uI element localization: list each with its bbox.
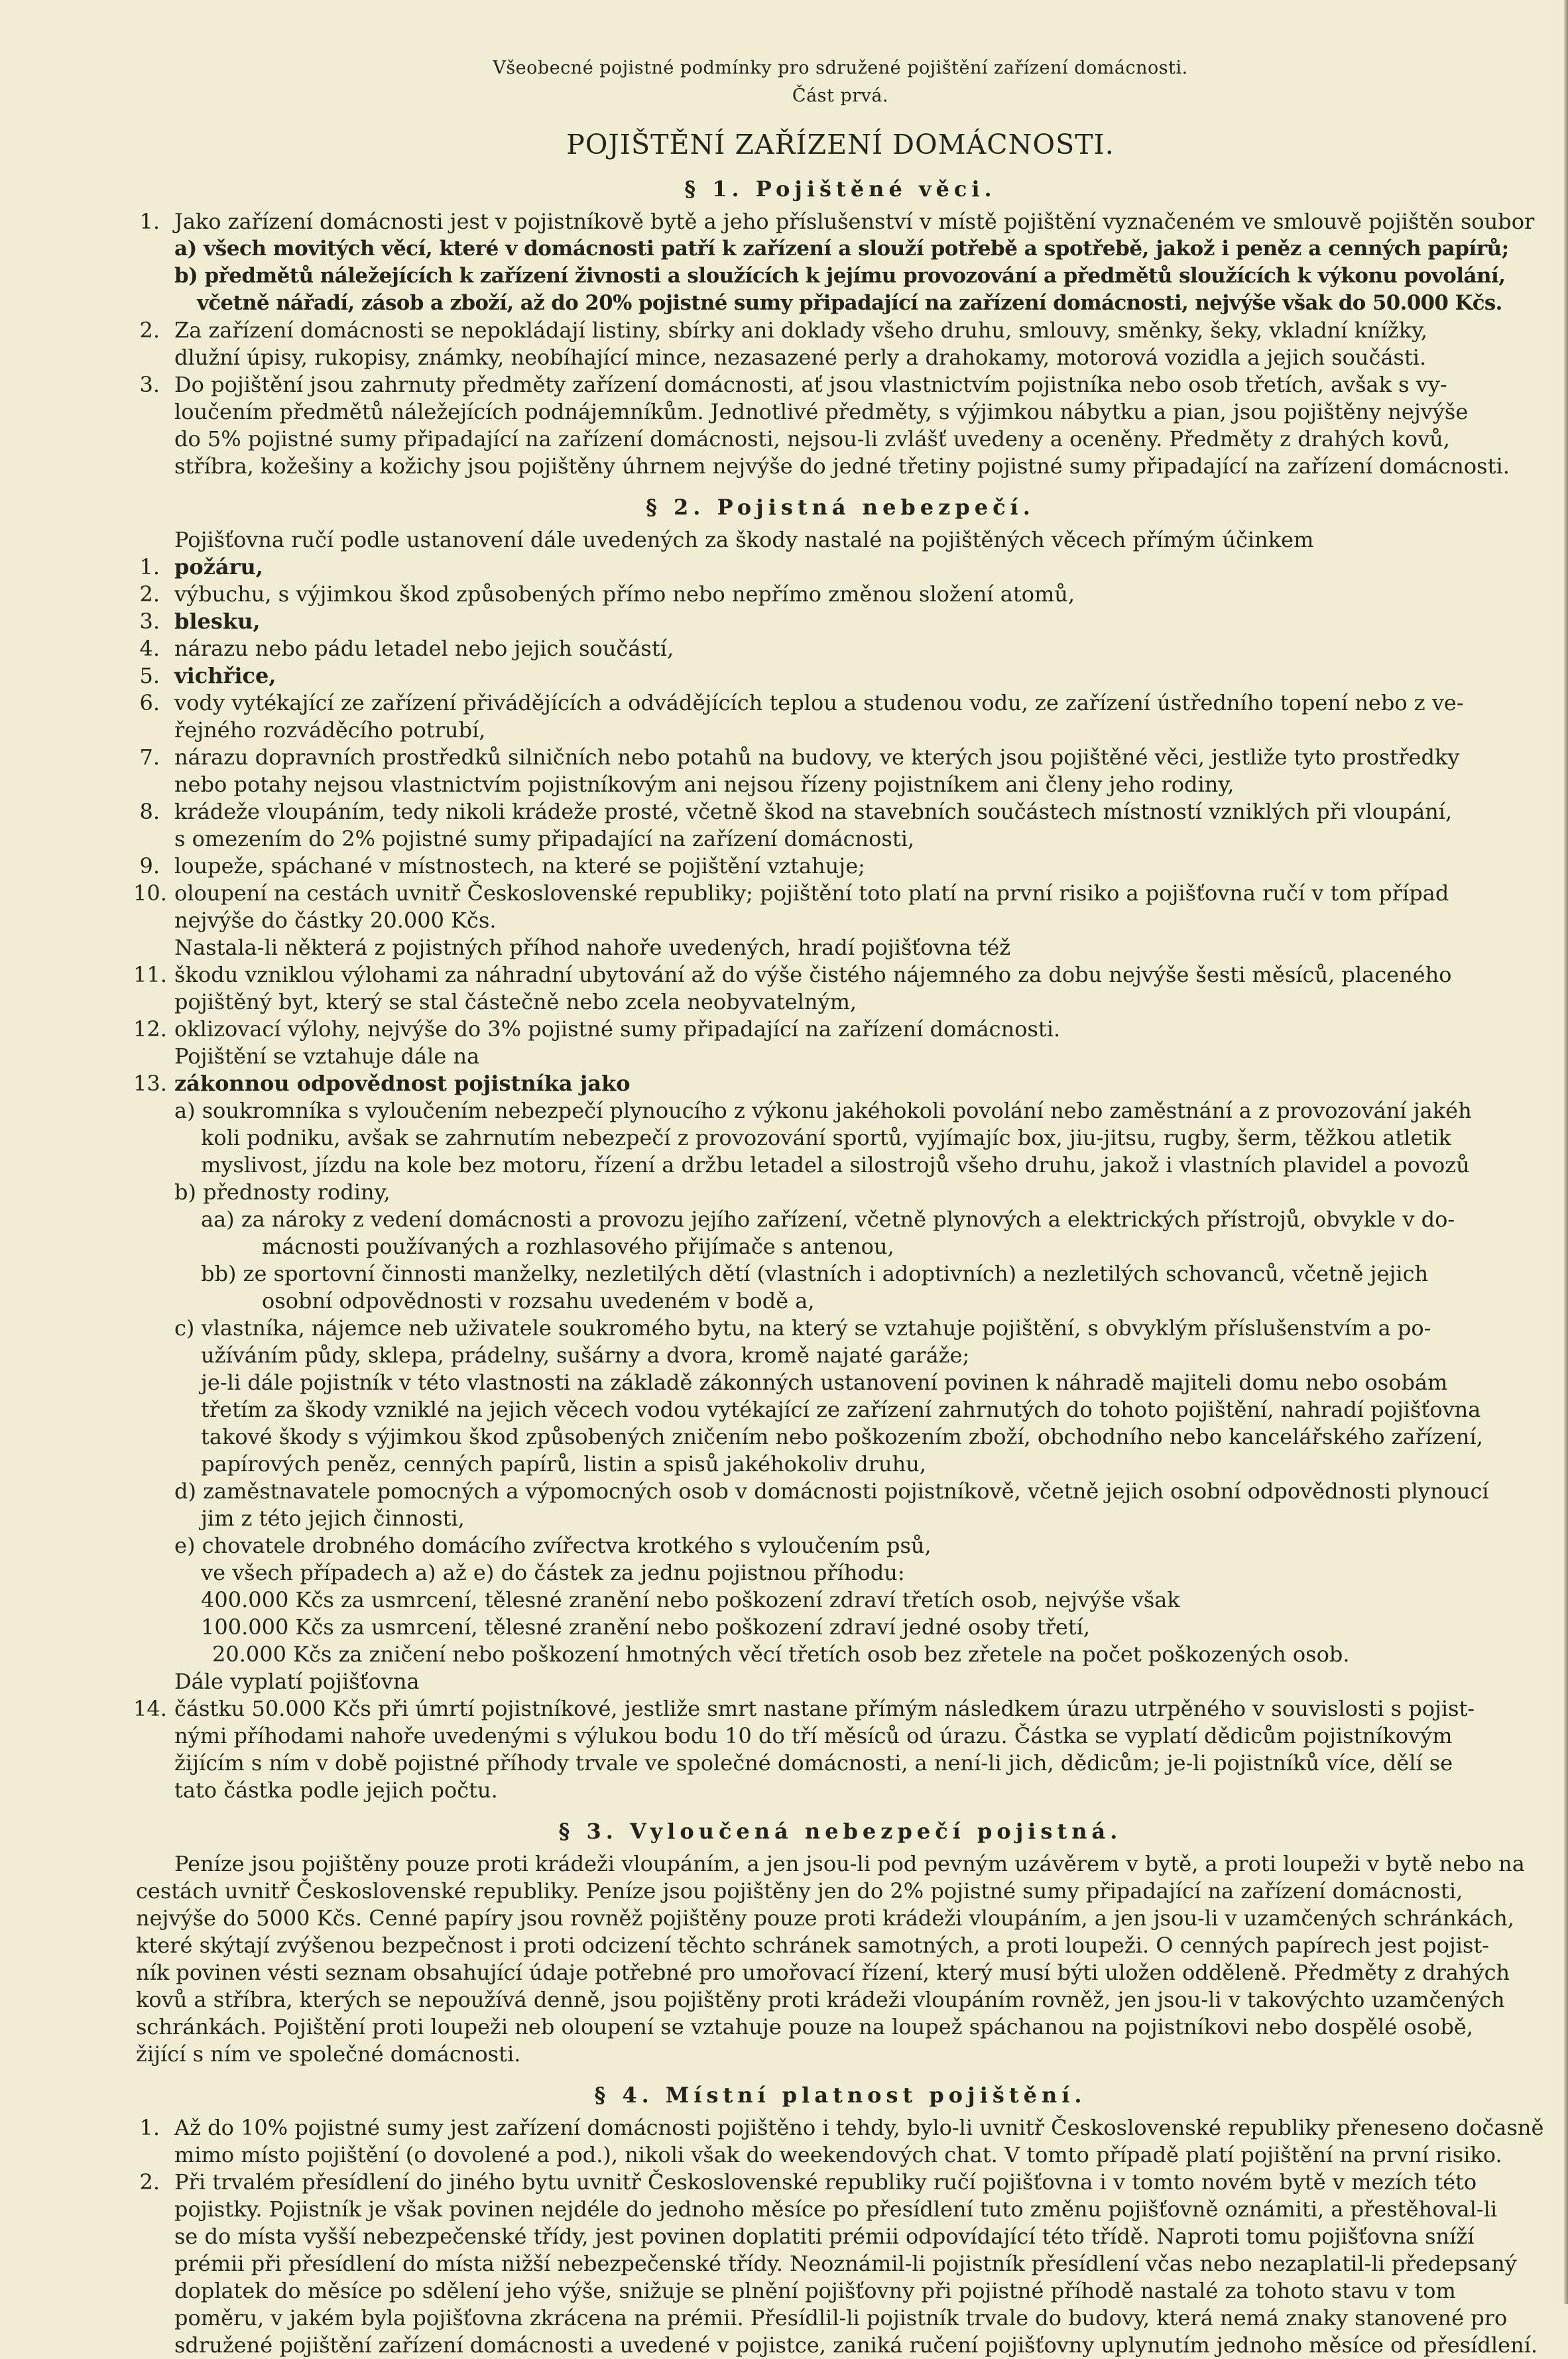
s3-line: ník povinen vésti seznam obsahující údaje potřebné pro umořovací řízení, který musí býti uložen odděleně. Předměty z drahých: [136, 1960, 1510, 1985]
document-subtitle: Všeobecné pojistné podmínky pro sdružené pojištění zařízení domácnosti.: [493, 58, 1188, 78]
s4-line: mimo místo pojištění (o dovolené a pod.), nikoli však do weekendových chat. V tomto případě platí pojištění na první risiko.: [174, 2142, 1502, 2167]
s4-line: 1. Až do 10% pojistné sumy jest zařízení domácnosti pojištěno i tehdy, bylo-li uvnitř Československé republiky přeneseno dočasně: [139, 2115, 1544, 2140]
s2-item: 14. částku 50.000 Kčs při úmrtí pojistníkové, jestliže smrt nastane přímým následkem úrazu utrpěného v souvislosti s pojist-: [133, 1696, 1475, 1721]
s2-subitem: Dále vyplatí pojišťovna: [174, 1669, 420, 1694]
s2-subitem: koli podniku, avšak se zahrnutím nebezpečí z provozování sportů, vyjímajíc box, jiu-jitsu, rugby, šerm, těžkou atletik: [201, 1125, 1451, 1150]
s2-item: nými příhodami nahoře uvedenými s výlukou bodu 10 do tří měsíců od úrazu. Částka se vyplatí dědicům pojistníkovým: [174, 1723, 1453, 1748]
s4-line: 2. Při trvalém přesídlení do jiného bytu uvnitř Československé republiky ručí pojišťovna i v tomto novém bytě v mezích této: [139, 2169, 1477, 2195]
s2-subitem: c) vlastníka, nájemce neb uživatele soukromého bytu, na který se vztahuje pojištění, s obvyklým příslušenstvím a po-: [174, 1315, 1431, 1341]
s1-line: dlužní úpisy, rukopisy, známky, neobíhající mince, nezasazené perly a drahokamy, motorová vozidla a jejich součásti.: [174, 345, 1427, 370]
s2-item: 2. výbuchu, s výjimkou škod způsobených přímo nebo nepřímo změnou složení atomů,: [139, 581, 1075, 607]
s2-item: 7. nárazu dopravních prostředků silničních nebo potahů na budovy, ve kterých jsou pojištěné věci, jestliže tyto prostředky: [139, 745, 1460, 770]
s2-item: nebo potahy nejsou vlastnictvím pojistníkovým ani nejsou řízeny pojistníkem ani členy jeho rodiny,: [174, 772, 1235, 797]
s2-subitem: myslivost, jízdu na kole bez motoru, řízení a držbu letadel a silostrojů všeho druhu, jakož i vlastních plavidel a povozů: [201, 1152, 1470, 1178]
s2-subitem: aa) za nároky z vedení domácnosti a provozu jejího zařízení, včetně plynových a elektrických přístrojů, obvykle v do-: [201, 1207, 1455, 1232]
s2-item: s omezením do 2% pojistné sumy připadající na zařízení domácnosti,: [174, 826, 915, 851]
s1-line: stříbra, kožešiny a kožichy jsou pojištěny úhrnem nejvýše do jedné třetiny pojistné sumy připadající na zařízení domácnosti.: [174, 454, 1510, 479]
s2-subitem: takové škody s výjimkou škod způsobených zničením nebo poškozením zboží, obchodního nebo kancelářského zařízení,: [201, 1424, 1483, 1449]
s2-item: 10. oloupení na cestách uvnitř Československé republiky; pojištění toto platí na první risiko a pojišťovna ručí v tom případ: [133, 880, 1449, 906]
s4-line: se do místa vyšší nebezpečenské třídy, jest povinen doplatiti prémii odpovídající této třídě. Naproti tomu pojišťovna sníží: [174, 2224, 1475, 2249]
s1-line: včetně nářadí, zásob a zboží, až do 20% pojistné sumy připadající na zařízení domácnosti, nejvýše však do 50.000 Kčs.: [197, 291, 1502, 315]
s2-subitem: třetím za škody vzniklé na jejich věcech vodou vytékající ze zařízení zahrnutých do tohoto pojištění, nahradí pojišťovna: [201, 1397, 1481, 1422]
s2-subitem: a) soukromníka s vyloučením nebezpečí plynoucího z výkonu jakéhokoli povolání nebo zaměstnání a z provozování jakéh: [174, 1098, 1472, 1123]
s2-subitem: 400.000 Kčs za usmrcení, tělesné zranění nebo poškození zdraví třetích osob, nejvýše však: [201, 1587, 1180, 1612]
s4-line: prémii při přesídlení do místa nižší nebezpečenské třídy. Neoznámil-li pojistník přesídlení včas nebo nezaplatil-li předepsaný: [174, 2251, 1517, 2276]
s4-line: pojistky. Pojistník je však povinen nejdéle do jednoho měsíce po přesídlení tuto změnu pojišťovně oznámiti, a přestěhoval-li: [174, 2197, 1498, 2222]
s2-subitem: mácnosti používaných a rozhlasového přijímače s antenou,: [262, 1234, 894, 1259]
s2-item: 5. vichřice,: [139, 663, 276, 688]
s2-item: 11. škodu vzniklou výlohami za náhradní ubytování až do výše čistého nájemného za dobu nejvýše šesti měsíců, placeného: [133, 962, 1452, 987]
s2-item: Nastala-li některá z pojistných příhod nahoře uvedených, hradí pojišťovna též: [174, 935, 1011, 960]
s2-subitem: 100.000 Kčs za usmrcení, tělesné zranění nebo poškození zdraví jedné osoby třetí,: [201, 1614, 1091, 1640]
s1-line: b) předmětů náležejících k zařízení živnosti a sloužících k jejímu provozování a předmětů sloužících k výkonu povolání,: [174, 264, 1506, 288]
s2-subitem: jim z této jejich činnosti,: [201, 1506, 465, 1531]
s1-line: 2. Za zařízení domácnosti se nepokládají listiny, sbírky ani doklady všeho druhu, smlouvy, směnky, šeky, vkladní knížky,: [139, 318, 1428, 343]
s2-subitem: d) zaměstnavatele pomocných a výpomocných osob v domácnosti pojistníkově, včetně jejich osobní odpovědnosti plynoucí: [174, 1479, 1489, 1504]
s3-line: žijící s ním ve společné domácnosti.: [136, 2041, 521, 2067]
s1-line: do 5% pojistné sumy připadající na zařízení domácnosti, nejsou-li zvlášť uvedeny a oceněny. Předměty z drahých kovů,: [174, 426, 1450, 452]
s3-line: cestách uvnitř Československé republiky. Peníze jsou pojištěny jen do 2% pojistné sumy připadající na zařízení domácnosti,: [136, 1878, 1463, 1904]
s2-subitem: 20.000 Kčs za zničení nebo poškození hmotných věcí třetích osob bez zřetele na počet poškozených osob.: [212, 1642, 1350, 1667]
s1-line: a) všech movitých věcí, které v domácnosti patří k zařízení a slouží potřebě a spotřebě, jakož i peněz a cenných papírů;: [174, 237, 1509, 261]
s3-line: nejvýše do 5000 Kčs. Cenné papíry jsou rovněž pojištěny pouze proti krádeži vloupáním, a jen jsou-li v uzamčených schránkách,: [136, 1905, 1514, 1931]
section-2-heading: § 2. Pojistná nebezpečí.: [646, 495, 1035, 520]
s2-item: 8. krádeže vloupáním, tedy nikoli krádeže prosté, včetně škod na stavebních součástech místností vzniklých při vloupání,: [139, 799, 1453, 824]
s2-item: řejného rozváděcího potrubí,: [174, 717, 486, 743]
s2-item: tato částka podle jejich počtu.: [174, 1778, 498, 1803]
s3-line: kovů a stříbra, kterých se nepoužívá denně, jsou pojištěny proti krádeži vloupáním rovněž, jen jsou-li v takovýchto uzamčených: [136, 1987, 1505, 2012]
s2-subitem: bb) ze sportovní činnosti manželky, nezletilých dětí (vlastních i adoptivních) a nezletilých schovanců, včetně jejich: [201, 1261, 1429, 1286]
s3-line: schránkách. Pojištění proti loupeži neb oloupení se vztahuje pouze na loupež spáchanou na pojistníkovi nebo dospělé osobě,: [136, 2014, 1473, 2039]
s2-item: 12. oklizovací výlohy, nejvýše do 3% pojistné sumy připadající na zařízení domácnosti.: [133, 1016, 1061, 1042]
s2-subitem: ve všech případech a) až e) do částek za jednu pojistnou příhodu:: [201, 1560, 905, 1585]
section-4-heading: § 4. Místní platnost pojištění.: [594, 2083, 1087, 2108]
section-3-heading: § 3. Vyloučená nebezpečí pojistná.: [558, 1819, 1122, 1844]
s4-line: sdružené pojištění zařízení domácnosti a uvedené v pojistce, zaniká ručení pojišťovny uplynutím jednoho měsíce od přesídlení.: [174, 2332, 1538, 2358]
s2-item: 3. blesku,: [139, 609, 261, 634]
document-part: Část prvá.: [792, 86, 889, 106]
s2-item: Pojištění se vztahuje dále na: [174, 1044, 480, 1069]
s2-item: pojištěný byt, který se stal částečně nebo zcela neobyvatelným,: [174, 989, 857, 1014]
s3-line: které skýtají zvýšenou bezpečnost i proti odcizení těchto schránek samotných, a proti loupeži. O cenných papírech jest pojist-: [136, 1933, 1490, 1958]
s2-item: 9. loupeže, spáchané v místnostech, na které se pojištění vztahuje;: [139, 853, 865, 878]
section-1-heading: § 1. Pojištěné věci.: [684, 176, 996, 202]
s2-subitem: je-li dále pojistník v této vlastnosti na základě zákonných ustanovení povinen k náhradě majiteli domu nebo osobám: [201, 1370, 1448, 1395]
page-edge-shadow: [1564, 0, 1568, 2304]
s2-item: 4. nárazu nebo pádu letadel nebo jejich součástí,: [139, 636, 674, 661]
s2-subitem: papírových peněz, cenných papírů, listin a spisů jakéhokoliv druhu,: [201, 1451, 926, 1477]
s2-item: 13. zákonnou odpovědnost pojistníka jako: [133, 1071, 631, 1096]
s1-line: loučením předmětů náležejících podnájemníkům. Jednotlivé předměty, s výjimkou nábytku a pian, jsou pojištěny nejvýše: [174, 399, 1469, 424]
s1-line: 1. Jako zařízení domácnosti jest v pojistníkově bytě a jeho příslušenství v místě pojištění vyznačeném ve smlouvě pojištěn soubor: [139, 209, 1535, 234]
s2-subitem: b) přednosty rodiny,: [174, 1180, 391, 1205]
s2-subitem: e) chovatele drobného domácího zvířectva krotkého s vyloučením psů,: [174, 1533, 932, 1558]
s2-item: 1. požáru,: [139, 554, 263, 579]
document-title: POJIŠTĚNÍ ZAŘÍZENÍ DOMÁCNOSTI.: [566, 129, 1115, 160]
s4-line: poměru, v jakém byla pojišťovna zkrácena na prémii. Přesídlil-li pojistník trvale do budovy, která nemá znaky stanovené pro: [174, 2305, 1508, 2330]
document-body: [133, 54, 1545, 2359]
s2-item: 6. vody vytékající ze zařízení přivádějících a odvádějících teplou a studenou vodu, ze zařízení ústředního topení nebo z ve-: [139, 690, 1464, 715]
s2-item: nejvýše do částky 20.000 Kčs.: [174, 908, 497, 933]
s2-item: žijícím s ním v době pojistné příhody trvale ve společné domácnosti, a není-li jich, dědicům; je-li pojistníků více, dělí se: [174, 1750, 1453, 1776]
s3-line: Peníze jsou pojištěny pouze proti krádeži vloupáním, a jen jsou-li pod pevným uzávěrem v bytě, a proti loupeži v bytě nebo na: [174, 1851, 1525, 1876]
s1-line: 3. Do pojištění jsou zahrnuty předměty zařízení domácnosti, ať jsou vlastnictvím pojistníka nebo osob třetích, avšak s vy-: [139, 372, 1447, 397]
s2-subitem: osobní odpovědnosti v rozsahu uvedeném v bodě a,: [262, 1288, 815, 1313]
s2-subitem: užíváním půdy, sklepa, prádelny, sušárny a dvora, kromě najaté garáže;: [201, 1343, 970, 1368]
s4-line: doplatek do měsíce po sdělení jeho výše, snižuje se plnění pojišťovny při pojistné příhodě nastalé za tohoto stavu v tom: [174, 2278, 1456, 2303]
s2-intro: Pojišťovna ručí podle ustanovení dále uvedených za škody nastalé na pojištěných věcech přímým účinkem: [174, 527, 1314, 552]
